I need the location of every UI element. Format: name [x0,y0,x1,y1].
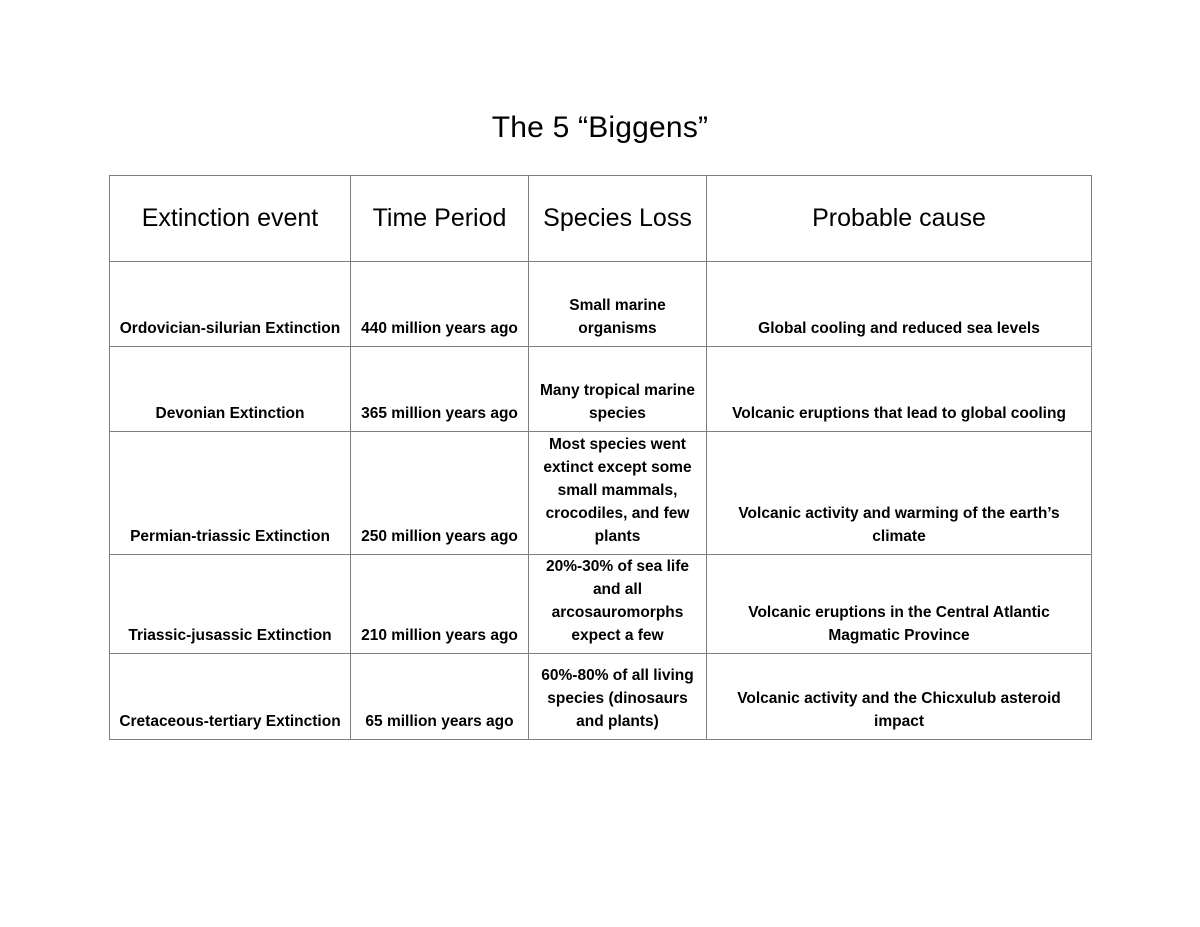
cell-extinction-event: Ordovician-silurian Extinction [110,262,351,347]
cell-species-loss: Small marine organisms [529,262,707,347]
cell-species-loss: 60%-80% of all living species (dinosaurs and plants) [529,654,707,740]
cell-probable-cause: Global cooling and reduced sea levels [707,262,1092,347]
cell-time-period: 440 million years ago [351,262,529,347]
cell-time-period: 250 million years ago [351,432,529,555]
cell-time-period: 65 million years ago [351,654,529,740]
cell-extinction-event: Cretaceous-tertiary Extinction [110,654,351,740]
header-species-loss: Species Loss [529,176,707,262]
table-row [110,347,1092,432]
cell-extinction-event: Devonian Extinction [110,347,351,432]
table-row [110,555,1092,654]
header-extinction-event: Extinction event [110,176,351,262]
page-title: The 5 “Biggens” [491,111,709,144]
cell-extinction-event: Permian-triassic Extinction [110,432,351,555]
cell-species-loss: Many tropical marine species [529,347,707,432]
header-time-period: Time Period [351,176,529,262]
cell-extinction-event: Triassic-jusassic Extinction [110,555,351,654]
table-header-row [110,176,1092,262]
table-row [110,432,1092,555]
table-row [110,654,1092,740]
cell-species-loss: Most species went extinct except some small mammals, crocodiles, and few plants [529,432,707,555]
table-row [110,262,1092,347]
header-probable-cause: Probable cause [707,176,1092,262]
cell-probable-cause: Volcanic activity and warming of the earth’s climate [707,432,1092,555]
cell-probable-cause: Volcanic activity and the Chicxulub asteroid impact [707,654,1092,740]
cell-species-loss: 20%-30% of sea life and all arcosauromorphs expect a few [529,555,707,654]
cell-time-period: 365 million years ago [351,347,529,432]
cell-probable-cause: Volcanic eruptions that lead to global cooling [707,347,1092,432]
cell-probable-cause: Volcanic eruptions in the Central Atlantic Magmatic Province [707,555,1092,654]
cell-time-period: 210 million years ago [351,555,529,654]
extinction-table [109,175,1092,740]
